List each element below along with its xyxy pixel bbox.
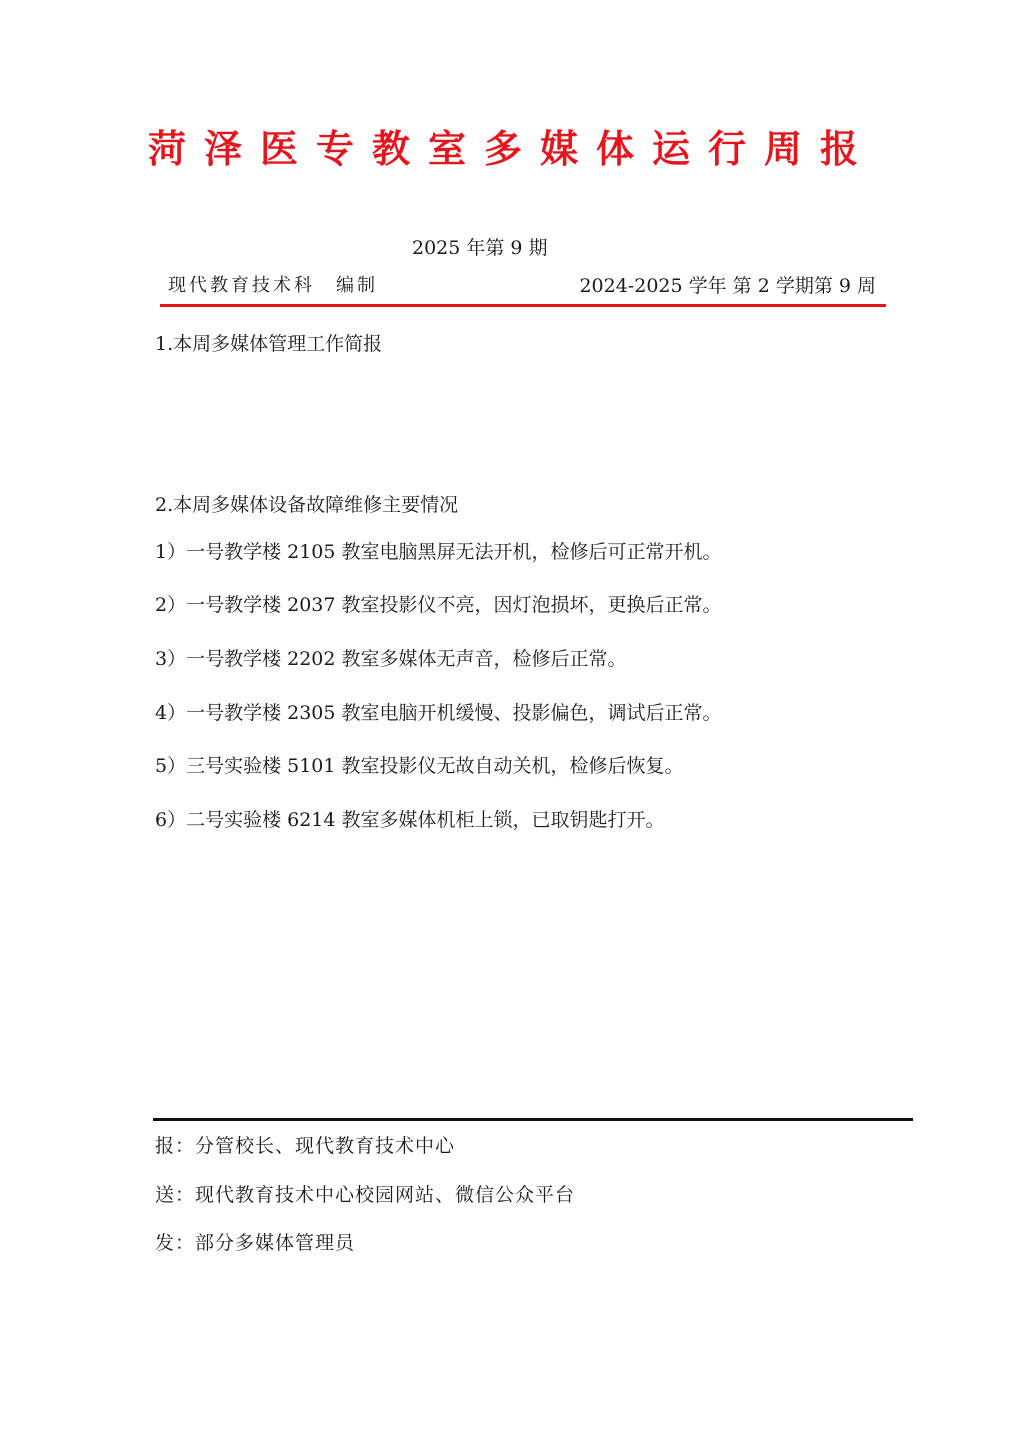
work-summary-heading: 1.本周多媒体管理工作简报	[155, 333, 383, 355]
fault-item: 5）三号实验楼 5101 教室投影仪无故自动关机，检修后恢复。	[155, 755, 684, 777]
fault-repair-heading: 2.本周多媒体设备故障维修主要情况	[155, 494, 459, 516]
fault-item: 6）二号实验楼 6214 教室多媒体机柜上锁，已取钥匙打开。	[155, 809, 665, 831]
fault-item: 1）一号教学楼 2105 教室电脑黑屏无法开机，检修后可正常开机。	[155, 541, 722, 563]
fault-item: 2）一号教学楼 2037 教室投影仪不亮，因灯泡损坏，更换后正常。	[155, 594, 722, 616]
issue-to-line: 发：部分多媒体管理员	[155, 1232, 356, 1254]
report-to-line: 报：分管校长、现代教育技术中心	[155, 1135, 456, 1157]
fault-item: 4）一号教学楼 2305 教室电脑开机缓慢、投影偏色，调试后正常。	[155, 702, 722, 724]
report-title: 菏泽医专教室多媒体运行周报	[147, 126, 876, 171]
fault-item: 3）一号教学楼 2202 教室多媒体无声音，检修后正常。	[155, 648, 627, 670]
issue-number: 2025 年第 9 期	[412, 237, 548, 259]
academic-term: 2024-2025 学年 第 2 学期第 9 周	[579, 275, 876, 297]
send-to-line: 送：现代教育技术中心校园网站、微信公众平台	[155, 1184, 576, 1206]
header-divider	[160, 304, 886, 307]
footer-divider	[153, 1118, 913, 1121]
editor-department: 现代教育技术科 编制	[168, 275, 378, 296]
